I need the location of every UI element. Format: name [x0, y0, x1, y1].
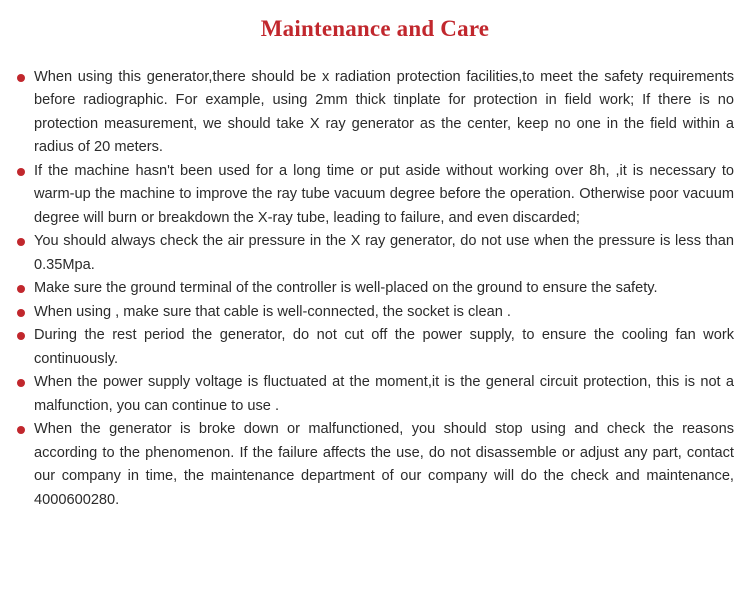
bullet-dot-icon — [17, 238, 25, 246]
bullet-dot-icon — [17, 285, 25, 293]
list-item-text: When using this generator,there should be x radiation protection facilities,to meet the safety requirements before radiographic. For example, using 2mm thick tinplate for protection in field work; If there is no protection measurement, we should take X ray generator as the center, keep no one in the field within a radius of 20 meters. — [34, 68, 734, 156]
list-item — [0, 277, 750, 301]
list-item — [0, 66, 750, 160]
list-item — [0, 418, 750, 512]
list-item-text: You should always check the air pressure in the X ray generator, do not use when the pressure is less than 0.35Mpa. — [34, 233, 734, 273]
list-item-text: If the machine hasn't been used for a long time or put aside without working over 8h, ,it is necessary to warm-up the machine to improve the ray tube vacuum degree before the operation. Otherwise poor vacuum degree will burn or breakdown the X-ray tube, leading to failure, and even discarded; — [34, 162, 734, 226]
maintenance-instruction-list — [0, 66, 750, 513]
list-item — [0, 301, 750, 325]
page-title: Maintenance and Care — [260, 16, 490, 41]
list-item — [0, 160, 750, 231]
bullet-dot-icon — [17, 168, 25, 176]
list-item — [0, 324, 750, 371]
bullet-dot-icon — [17, 332, 25, 340]
list-item-text: When the power supply voltage is fluctuated at the moment,it is the general circuit protection, this is not a malfunction, you can continue to use . — [34, 374, 734, 414]
bullet-dot-icon — [17, 379, 25, 387]
list-item-text: Make sure the ground terminal of the controller is well-placed on the ground to ensure the safety. — [34, 280, 658, 297]
list-item-text: During the rest period the generator, do not cut off the power supply, to ensure the cooling fan work continuously. — [34, 327, 734, 367]
list-item — [0, 371, 750, 418]
bullet-dot-icon — [17, 426, 25, 434]
list-item-text: When using , make sure that cable is well-connected, the socket is clean . — [34, 303, 511, 320]
bullet-dot-icon — [17, 309, 25, 317]
list-item-text: When the generator is broke down or malfunctioned, you should stop using and check the reasons according to the phenomenon. If the failure affects the use, do not disassemble or adjust any part, contact our company in time, the maintenance department of our company will do the check and maintenance, 4000600280. — [34, 421, 734, 508]
list-item — [0, 230, 750, 277]
bullet-dot-icon — [17, 74, 25, 82]
